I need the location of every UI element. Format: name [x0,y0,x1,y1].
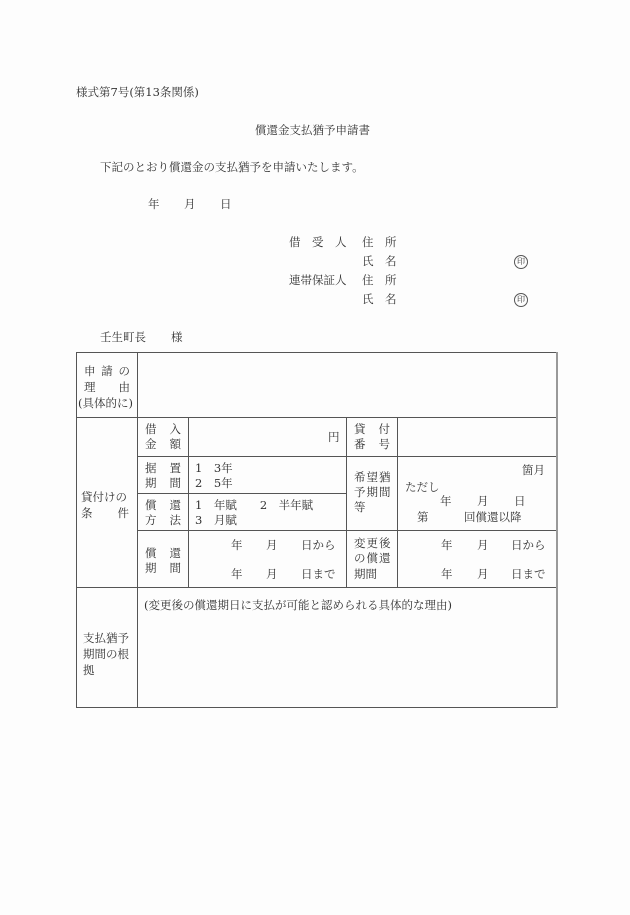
label-char: 額 [169,437,181,451]
label-char: 申 [84,364,96,378]
table-border-right [556,352,558,708]
label-char: 請 [101,364,113,378]
changed-from-day: 日から [511,538,546,552]
label-text: 支払猶予 [83,631,129,645]
borrower-label: 借 受 人 [289,235,347,249]
table-divider [76,417,557,418]
deferment-option-1[interactable]: 1 3年 [195,461,233,475]
yen-unit: 円 [328,430,340,444]
label-char: 還 [169,546,181,560]
deferment-option-2[interactable]: 2 5年 [195,476,233,490]
table-divider [397,417,398,587]
guarantor-seal-icon: 印 [514,293,528,307]
installment-prefix: 第 [417,510,429,524]
label-text: 期間の根 [83,647,129,661]
table-divider [76,587,557,588]
label-char: 理 [84,380,96,394]
label-text: 期間 [354,567,377,581]
label-char: 件 [117,506,129,520]
date-day-label: 日 [220,197,232,211]
table-divider [346,417,347,587]
basis-field[interactable] [139,614,555,706]
basis-hint: (変更後の償還期日に支払が可能と認められる具体的な理由) [144,598,452,612]
addressee-honorific: 様 [171,330,183,344]
label-char: 号 [378,437,390,451]
label-text: (具体的に) [78,396,133,410]
label-char: 貸 [354,422,366,436]
changed-from-year: 年 [441,538,453,552]
document-title: 償還金支払猶予申請書 [255,123,370,137]
guarantor-address-field[interactable] [400,272,510,290]
label-char: 法 [169,513,181,527]
label-char: 方 [145,513,157,527]
label-text: 拠 [83,663,95,677]
changed-to-day: 日まで [511,567,546,581]
label-char: 由 [118,380,130,394]
label-text: 希望猶 [354,470,392,484]
months-unit: 箇月 [522,463,545,477]
label-char: 借 [145,422,157,436]
guarantor-name-label: 氏 名 [362,292,397,306]
table-border-top [76,352,557,353]
repayment-method-option-3[interactable]: 3 月賦 [195,513,237,527]
label-char: 番 [354,437,366,451]
label-char: 付 [378,422,390,436]
changed-from-month: 月 [477,538,489,552]
label-text: 貸付けの [81,490,127,504]
label-char: 入 [169,422,181,436]
guarantor-address-label: 住 所 [362,273,397,287]
label-text: 予期間 [354,485,392,499]
label-char: 条 [81,506,93,520]
installment-number-field[interactable] [430,508,460,524]
table-divider [188,417,189,587]
date-year-label: 年 [148,197,160,211]
label-char: 還 [169,498,181,512]
desired-date-month: 月 [477,494,489,508]
desired-months-field[interactable] [399,458,519,474]
label-text: 等 [354,500,366,514]
loan-amount-field[interactable] [190,419,330,455]
borrower-address-label: 住 所 [362,235,397,249]
to-day: 日まで [301,567,336,581]
table-divider [137,493,346,494]
table-divider [137,456,557,457]
table-divider [137,530,557,531]
label-char: 期 [145,561,157,575]
borrower-seal-icon: 印 [514,255,528,269]
date-month-label: 月 [184,197,196,211]
changed-to-year: 年 [441,567,453,581]
label-text: の償還 [354,551,392,565]
form-number: 様式第7号(第13条関係) [76,85,199,99]
intro-text: 下記のとおり償還金の支払猶予を申請いたします。 [100,160,364,174]
label-text: 変更後 [354,536,392,550]
loan-number-field[interactable] [399,419,555,455]
guarantor-name-field[interactable] [400,291,510,309]
desired-date-day: 日 [514,494,526,508]
label-char: 期 [145,476,157,490]
label-char: 償 [145,498,157,512]
reason-field[interactable] [139,354,555,416]
borrower-address-field[interactable] [400,234,510,252]
label-char: 金 [145,437,157,451]
label-char: の [118,364,130,378]
table-border-bottom [76,707,557,708]
to-year: 年 [231,567,243,581]
to-month: 月 [266,567,278,581]
table-divider [137,352,138,708]
guarantor-label: 連帯保証人 [289,273,347,287]
label-char: 償 [145,546,157,560]
label-char: 置 [169,461,181,475]
borrower-name-field[interactable] [400,253,510,271]
addressee-name: 壬生町長 [100,330,146,344]
installment-suffix: 回償還以降 [464,510,522,524]
label-char: 据 [145,461,157,475]
label-char: 間 [169,476,181,490]
label-char: 間 [169,561,181,575]
repayment-method-options-1-2[interactable]: 1 年賦 2 半年賦 [195,498,314,512]
table-border-left [76,352,77,708]
from-month: 月 [266,538,278,552]
from-year: 年 [231,538,243,552]
borrower-name-label: 氏 名 [362,254,397,268]
desired-date-year: 年 [440,494,452,508]
from-day: 日から [301,538,336,552]
changed-to-month: 月 [477,567,489,581]
proviso-label: ただし [405,480,440,494]
